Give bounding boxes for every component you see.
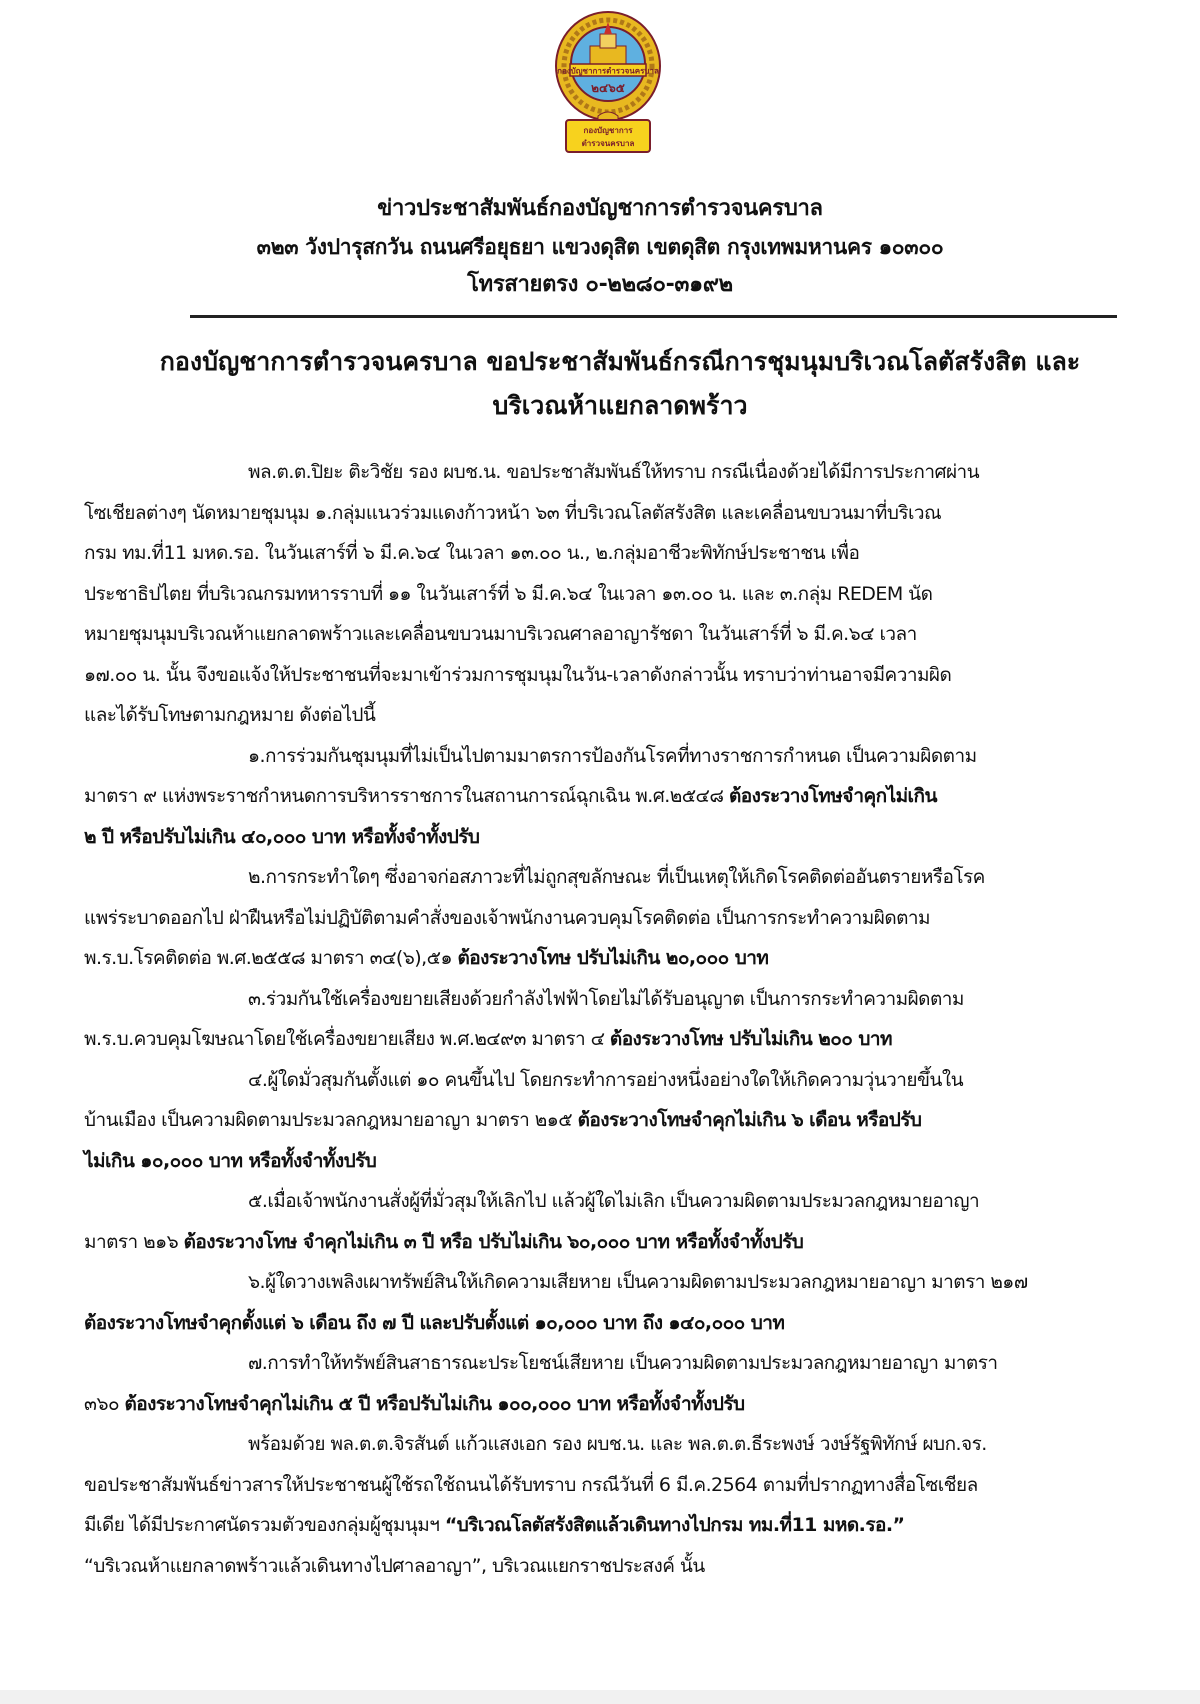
penalty-item-2-penalty	[84, 938, 1124, 979]
svg-text:ตำรวจนครบาล: ตำรวจนครบาล	[581, 139, 635, 148]
penalty-item-2-detail: แพร่ระบาดออกไป ฝ่าฝืนหรือไม่ปฏิบัติตามคำสั่งของเจ้าพนักงานควบคุมโรคติดต่อ เป็นการกระทำความผิดตาม	[84, 906, 931, 929]
intro-line: หมายชุมนุมบริเวณห้าแยกลาดพร้าวและเคลื่อนขบวนมาบริเวณศาลอาญารัชดา ในวันเสาร์ที่ ๖ มี.ค.๖๔ เวลา	[84, 623, 917, 645]
intro-line: ๑๗.๐๐ น. นั้น จึงขอแจ้งให้ประชาชนที่จะมาเข้าร่วมการชุมนุมในวัน-เวลาดังกล่าวนั้น ทราบว่าท่านอาจมีความผิด	[84, 663, 952, 686]
penalty-text: ต้องระวางโทษจำคุกไม่เกิน ๕ ปี หรือปรับไม่เกิน ๑๐๐,๐๐๐ บาท หรือทั้งจำทั้งปรับ	[124, 1392, 745, 1415]
penalty-item-1-detail	[84, 776, 1124, 817]
address-line: ๓๒๓ วังปารุสกวัน ถนนศรีอยุธยา แขวงดุสิต เขตดุสิต กรุงเทพมหานคร ๑๐๓๐๐	[256, 235, 944, 259]
intro-line: ประชาธิปไตย ที่บริเวณกรมทหารราบที่ ๑๑ ในวันเสาร์ที่ ๖ มี.ค.๖๔ ในเวลา ๑๓.๐๐ น. และ ๓.กลุ่ม REDEM นัด	[84, 582, 933, 605]
title-line-2: บริเวณห้าแยกลาดพร้าว	[492, 391, 748, 420]
penalty-text: ต้องระวางโทษจำคุกไม่เกิน ๖ เดือน หรือปรับ	[577, 1109, 922, 1131]
penalty-item-6-penalty: ต้องระวางโทษจำคุกตั้งแต่ ๖ เดือน ถึง ๗ ปี และปรับตั้งแต่ ๑๐,๐๐๐ บาท ถึง ๑๔๐,๐๐๐ บาท	[84, 1311, 785, 1334]
closing-line: ขอประชาสัมพันธ์ข่าวสารให้ประชาชนผู้ใช้รถใช้ถนนได้รับทราบ กรณีวันที่ 6 มี.ค.2564 ตามที่ปรากฏทางสื่อโซเชียล	[84, 1473, 978, 1496]
penalty-item-6: ๖.ผู้ใดวางเพลิงเผาทรัพย์สินให้เกิดความเสียหาย เป็นความผิดตามประมวลกฎหมายอาญา มาตรา ๒๑๗	[248, 1271, 1028, 1293]
intro-line: พล.ต.ต.ปิยะ ติะวิชัย รอง ผบช.น. ขอประชาสัมพันธ์ให้ทราบ กรณีเนื่องด้วยได้มีการประกาศผ่าน	[248, 461, 980, 483]
svg-text:๒๔๖๕: ๒๔๖๕	[591, 81, 625, 95]
press-release-header	[0, 190, 1200, 304]
closing-line: “บริเวณห้าแยกลาดพร้าวแล้วเดินทางไปศาลอาญา”, บริเวณแยกราชประสงค์ นั้น	[84, 1554, 705, 1577]
penalty-text: ต้องระวางโทษ จำคุกไม่เกิน ๓ ปี หรือ ปรับไม่เกิน ๖๐,๐๐๐ บาท หรือทั้งจำทั้งปรับ	[183, 1230, 804, 1253]
penalty-text: ต้องระวางโทษจำคุกไม่เกิน	[728, 785, 937, 807]
penalty-item-5: ๕.เมื่อเจ้าพนักงานสั่งผู้ที่มั่วสุมให้เลิกไป แล้วผู้ใดไม่เลิก เป็นความผิดตามประมวลกฎหมายอาญา	[248, 1190, 980, 1212]
closing-text: มีเดีย ได้มีประกาศนัดรวมตัวของกลุ่มผู้ชุมนุมฯ	[84, 1514, 445, 1536]
title-line-1: กองบัญชาการตำรวจนครบาล ขอประชาสัมพันธ์กรณีการชุมนุมบริเวณโลตัสรังสิต และ	[159, 347, 1081, 376]
intro-line: กรม ทม.ที่11 มหด.รอ. ในวันเสาร์ที่ ๖ มี.ค.๖๔ ในเวลา ๑๓.๐๐ น., ๒.กลุ่มอาชีวะพิทักษ์ประชาชน เพื่อ	[84, 542, 860, 564]
announcement-title	[100, 340, 1140, 428]
penalty-item-3-detail	[84, 1019, 1124, 1060]
phone-line: โทรสายตรง ๐-๒๒๘๐-๓๑๙๒	[467, 272, 733, 297]
rally-route-quote: “บริเวณโลตัสรังสิตแล้วเดินทางไปกรม ทม.ที่11 มหด.รอ.”	[444, 1514, 905, 1536]
penalty-item-4-detail	[84, 1100, 1124, 1141]
page-bottom-edge	[0, 1690, 1200, 1704]
law-reference: มาตรา ๒๑๖	[84, 1230, 184, 1253]
penalty-item-4: ๔.ผู้ใดมั่วสุมกันตั้งแต่ ๑๐ คนขึ้นไป โดยกระทำการอย่างหนึ่งอย่างใดให้เกิดความวุ่นวายขึ้นใน	[248, 1068, 964, 1091]
svg-text:กองบัญชาการ: กองบัญชาการ	[583, 126, 633, 135]
penalty-item-4-penalty: ไม่เกิน ๑๐,๐๐๐ บาท หรือทั้งจำทั้งปรับ	[84, 1149, 377, 1172]
penalty-item-2: ๒.การกระทำใดๆ ซึ่งอาจก่อสภาวะที่ไม่ถูกสุขลักษณะ ที่เป็นเหตุให้เกิดโรคติดต่ออันตรายหรือโรค	[248, 866, 985, 888]
org-line: ข่าวประชาสัมพันธ์กองบัญชาการตำรวจนครบาล	[377, 196, 823, 221]
law-reference: ๓๖๐	[84, 1392, 125, 1415]
penalty-item-7: ๗.การทำให้ทรัพย์สินสาธารณะประโยชน์เสียหาย เป็นความผิดตามประมวลกฎหมายอาญา มาตรา	[248, 1352, 998, 1374]
penalty-item-1: ๑.การร่วมกันชุมนุมที่ไม่เป็นไปตามมาตรการป้องกันโรคที่ทางราชการกำหนด เป็นความผิดตาม	[248, 744, 977, 767]
announcement-body	[84, 452, 1124, 1586]
law-reference: พ.ร.บ.โรคติดต่อ พ.ศ.๒๕๕๘ มาตรา ๓๔(๖),๕๑	[84, 947, 458, 969]
penalty-item-1-penalty: ๒ ปี หรือปรับไม่เกิน ๔๐,๐๐๐ บาท หรือทั้งจำทั้งปรับ	[84, 825, 480, 848]
closing-line: พร้อมด้วย พล.ต.ต.จิรสันต์ แก้วแสงเอก รอง ผบช.น. และ พล.ต.ต.ธีระพงษ์ วงษ์รัฐพิทักษ์ ผบก.จร.	[248, 1433, 987, 1455]
law-reference: บ้านเมือง เป็นความผิดตามประมวลกฎหมายอาญา มาตรา ๒๑๕	[84, 1109, 578, 1131]
penalty-text: ต้องระวางโทษ ปรับไม่เกิน ๒๐๐ บาท	[609, 1028, 893, 1050]
law-reference: พ.ร.บ.ควบคุมโฆษณาโดยใช้เครื่องขยายเสียง พ.ศ.๒๔๙๓ มาตรา ๔	[84, 1028, 610, 1050]
penalty-text: ต้องระวางโทษ ปรับไม่เกิน ๒๐,๐๐๐ บาท	[457, 947, 769, 969]
law-reference: มาตรา ๙ แห่งพระราชกำหนดการบริหารราชการในสถานการณ์ฉุกเฉิน พ.ศ.๒๕๔๘	[84, 785, 729, 807]
penalty-item-7-detail	[84, 1384, 1124, 1425]
metropolitan-police-bureau-emblem	[548, 8, 668, 158]
penalty-item-3: ๓.ร่วมกันใช้เครื่องขยายเสียงด้วยกำลังไฟฟ้าโดยไม่ได้รับอนุญาต เป็นการกระทำความผิดตาม	[248, 987, 964, 1010]
penalty-item-5-detail	[84, 1222, 1124, 1263]
svg-text:กองบัญชาการตำรวจนครบาล: กองบัญชาการตำรวจนครบาล	[557, 66, 659, 76]
intro-line: และได้รับโทษตามกฎหมาย ดังต่อไปนี้	[84, 704, 376, 726]
header-divider	[190, 315, 1117, 318]
intro-line: โซเชียลต่างๆ นัดหมายชุมนุม ๑.กลุ่มแนวร่วมแดงก้าวหน้า ๖๓ ที่บริเวณโลตัสรังสิต และเคลื่อนขบวนมาที่บริเวณ	[84, 501, 942, 524]
closing-line	[84, 1505, 1124, 1546]
